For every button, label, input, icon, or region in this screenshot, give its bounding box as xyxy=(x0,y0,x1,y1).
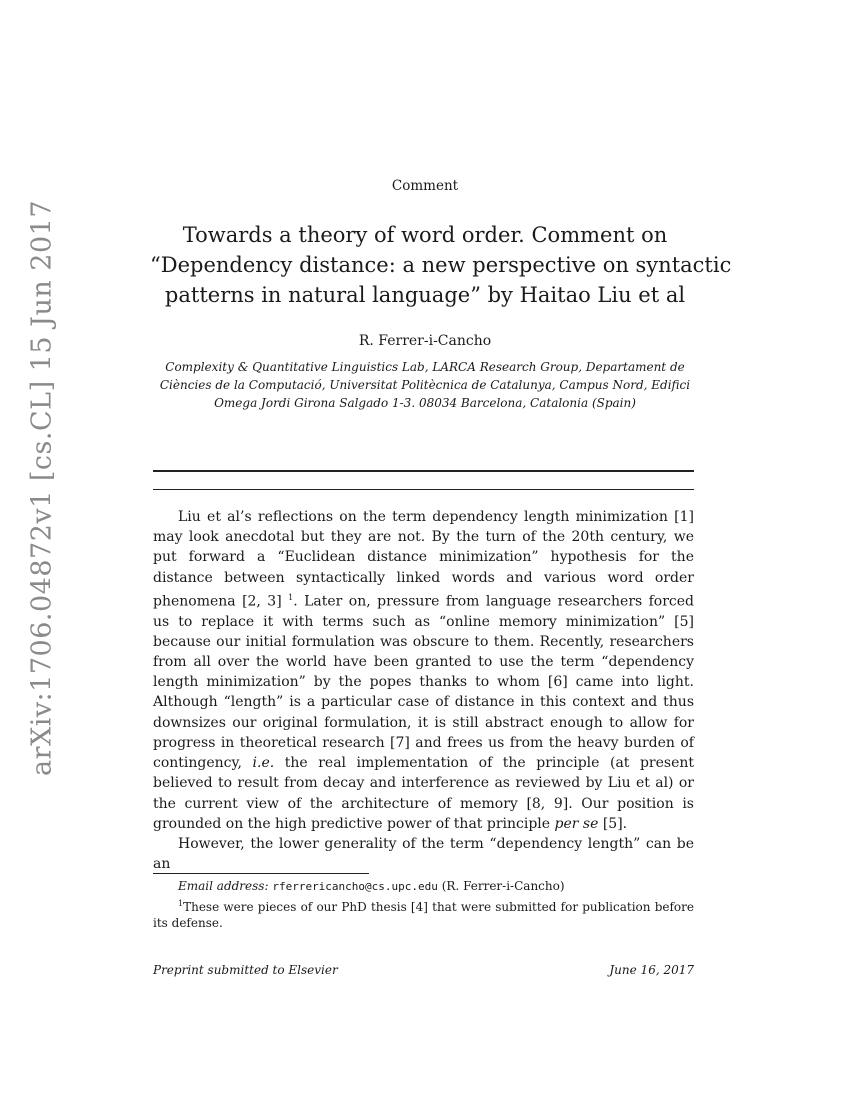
paper-title xyxy=(150,220,732,310)
affiliation-line: Complexity & Quantitative Linguistics Lab, LARCA Research Group, Departament de xyxy=(165,360,685,374)
email-footnote: Email address: rferrericancho@cs.upc.edu (R. Ferrer-i-Cancho) xyxy=(178,879,565,893)
email-link[interactable]: rferrericancho@cs.upc.edu xyxy=(272,880,438,893)
paragraph: However, the lower generality of the term “dependency length” can be an xyxy=(153,835,694,873)
footnote-mark: 1 xyxy=(288,592,294,602)
affiliation-line: Omega Jordi Girona Salgado 1-3. 08034 Barcelona, Catalonia (Spain) xyxy=(214,396,636,410)
arxiv-identifier: arXiv:1706.04872v1 [cs.CL] 15 Jun 2017 xyxy=(26,199,58,777)
title-line: “Dependency distance: a new perspective on syntactic xyxy=(150,253,732,277)
date: June 16, 2017 xyxy=(609,963,694,977)
title-line: Towards a theory of word order. Comment on xyxy=(182,223,668,247)
affiliation xyxy=(150,358,700,412)
header-rule-thick xyxy=(153,470,694,472)
body-text xyxy=(153,507,694,874)
article-type: Comment xyxy=(391,178,459,194)
footnote-rule xyxy=(153,873,369,874)
title-line: patterns in natural language” by Haitao Liu et al xyxy=(164,283,686,307)
author-name: R. Ferrer-i-Cancho xyxy=(358,333,492,349)
preprint-note: Preprint submitted to Elsevier xyxy=(153,963,338,977)
paragraph: Liu et al’s reflections on the term dependency length minimization [1] may look anecdotal but they are not. By the turn of the 20th century, we put forward a “Euclidean distance minimization” hypothesis for the distance between syntactically linked words and various word order phenomena [2, 3] $^1$. Later on, pressure from language researchers forced us to replace it with terms such as “online memory minimization” [5] because our initial formulation was obscure to them. Recently, researchers from all over the world have been granted to use the term “dependency length minimization” by the popes thanks to whom [6] came into light. Although “length” is a particular case of distance in this context and thus downsizes our original formulation, it is still abstract enough to allow for progress in theoretical research [7] and frees us from the heavy burden of contingency, i.e. the real implementation of the principle (at present believed to result from decay and interference as reviewed by Liu et al) or the current view of the architecture of memory [8, 9]. Our position is grounded on the high predictive power of that principle per se [5]. xyxy=(153,509,695,832)
footnotes xyxy=(153,878,694,932)
footnote-1: $^1$These were pieces of our PhD thesis [4] that were submitted for publication before its defense. xyxy=(153,898,694,930)
affiliation-line: Ciències de la Computació, Universitat Politècnica de Catalunya, Campus Nord, Edifici xyxy=(159,378,691,392)
header-rule-thin xyxy=(153,489,694,490)
